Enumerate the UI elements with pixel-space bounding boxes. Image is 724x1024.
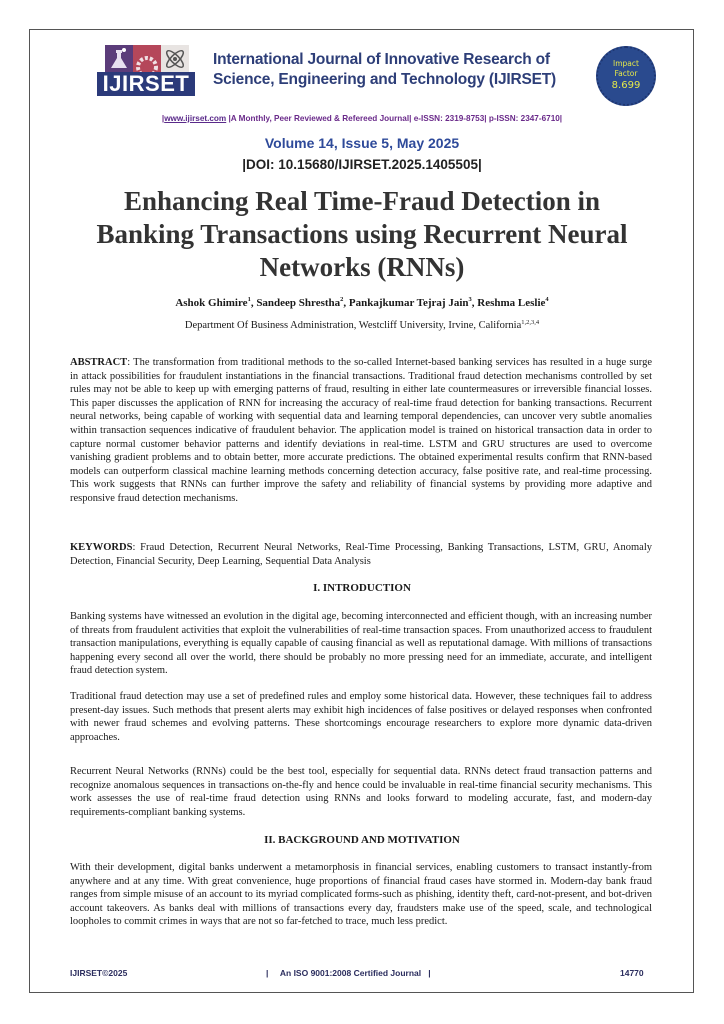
abstract-label: ABSTRACT [70,357,128,368]
volume-issue: Volume 14, Issue 5, May 2025 [264,135,460,151]
affiliation-sup: 1,2,3,4 [521,319,540,326]
author-list: Ashok Ghimire$^1$, Sandeep Shrestha$^2$, Pankajkumar Tejraj Jain$^3$, Reshma Leslie$^4$ [175,296,549,309]
abstract-text: : The transformation from traditional methods to the so-called Internet-based banking services has resulted in a huge surge in attack possibilities for fraudulent instantiations in the financial transactions. Traditional fraud detection mechanisms controlled by set rules may not be able to keep up with emerging patterns of fraud, resulting in either late countermeasures or irreversible financial losses. This paper discusses the application of RNN for increasing the accuracy of real-time fraud detection for banking transactions. Recurrent neural networks, being capable of working with sequential data and learning temporal dependencies, can uncover very subtle anomalies within transaction sequences indicative of fraudulent behavior. The application model is trained on historical transaction data in order to capture normal customer behavior patterns and identify deviations in real-time. LSTM and GRU structures are used to overcome vanishing gradient problems and to obtain better, more accurate predictions. The obtained experimental results confirm that RNN-based models can outperform classical machine learning methods concerning detection accuracy, false positive rate, and real-time processing. This work suggests that RNNs can further improve the safety and reliability of financial systems by providing more adaptive and responsive fraud detection mechanisms. [70,357,652,504]
author-sup: 4 [545,296,549,303]
journal-title-line2: Science, Engineering and Technology (IJIRSET) [213,71,556,88]
atom-icon [161,45,189,73]
meta-prefix: | [161,114,165,123]
badge-label-factor: Factor [614,69,638,78]
author-sup: 3 [468,296,472,303]
background-paragraph-1: With their development, digital banks underwent a metamorphosis in financial services, enabling customers to transact instantly-from anywhere and at any time. With great convenience, huge proportions of financial fraud cases have stormed in. Modern-day bank fraud ranges from simple misuse of an account to its myriad complicated forms-such as phishing, identity theft, card-not-present, and bot-driven account takeovers. As banks deal with millions of transactions every day, fraudsters make use of the speed, scale, and technological loopholes to commit crimes in ways that are not so far-fetched to trace, much less predict. [70,862,652,928]
intro-paragraph-1: Banking systems have witnessed an evolution in the digital age, becoming interconnected and efficient though, with an increasing number of threats from fraudulent activities that exploit the vulnerabilities of real-time transaction spaces. From unauthorized access to fraudulent transaction manipulations, everything is equally capable of causing financial as well as reputational damage. With millions of transactions happening every second all over the world, there should be probably no more pressing need for an immediate, accurate, and intelligent fraud detection system. [70,611,652,677]
footer-certification: | An ISO 9001:2008 Certified Journal | [266,968,431,978]
author-name: Ashok Ghimire [175,297,248,309]
title-line3: Networks (RNNs) [259,252,465,282]
author-name: Pankajkumar Tejraj Jain [348,297,469,309]
keywords-label: KEYWORDS [70,542,133,553]
author-name: Reshma Leslie [477,297,546,309]
journal-website-link[interactable]: www.ijirset.com [164,114,227,123]
author-name: Sandeep Shrestha [256,297,341,309]
badge-value: 8.699 [611,80,641,91]
journal-meta [0,114,724,123]
journal-title-line1: International Journal of Innovative Research of [213,51,550,68]
paper-title [50,185,674,284]
author-sup: 1 [247,296,251,303]
logo-text: IJIRSET [97,72,195,96]
footer-copyright: IJIRSET©2025 [70,968,128,978]
intro-paragraph-3: Recurrent Neural Networks (RNNs) could be the best tool, especially for sequential data. RNNs detect fraud transaction patterns and recognize anomalous sequences in transactions on-the-fly and hence could be invaluable in real-time financial security mechanisms. This work assesses the use of real-time fraud detection using RNNs and looks forward to modeling accurate, fast, and modern-day requirements-compliant banking systems. [70,766,652,818]
journal-title [213,50,556,90]
journal-header [97,45,657,103]
section-heading-background: II. BACKGROUND AND MOTIVATION [264,834,460,846]
page-border [29,29,694,993]
author-sup: 2 [340,296,344,303]
abstract [70,356,652,506]
badge-label-impact: Impact [613,59,639,68]
doi: |DOI: 10.15680/IJIRSET.2025.1405505| [242,157,482,172]
gear-icon [133,45,161,73]
meta-text: |A Monthly, Peer Reviewed & Refereed Journal| e-ISSN: 2319-8753| p-ISSN: 2347-6710| [226,114,563,123]
footer-page-number: 14770 [620,968,644,978]
journal-logo [97,45,195,99]
keywords-text: : Fraud Detection, Recurrent Neural Networks, Real-Time Processing, Banking Transactions, LSTM, GRU, Anomaly Detection, Financial Security, Deep Learning, Sequential Data Analysis [70,542,652,567]
intro-paragraph-2: Traditional fraud detection may use a set of predefined rules and employ some historical data. However, these techniques fail to address present-day issues. Such methods that present alerts may exhibit high incidences of false positives or delayed responses when confronted with newer fraud schemes and evolving patterns. These shortcomings encourage researchers to explore more dynamic data-driven approaches. [70,691,652,743]
flask-icon [105,45,133,73]
title-line2: Banking Transactions using Recurrent Neural [96,219,628,249]
affiliation-text: Department Of Business Administration, Westcliff University, Irvine, California [184,320,522,331]
keywords [70,541,652,568]
impact-factor-badge [596,46,656,106]
title-line1: Enhancing Real Time-Fraud Detection in [123,186,601,216]
section-heading-introduction: I. INTRODUCTION [313,582,411,594]
logo-icons [105,45,189,73]
affiliation [0,320,724,331]
